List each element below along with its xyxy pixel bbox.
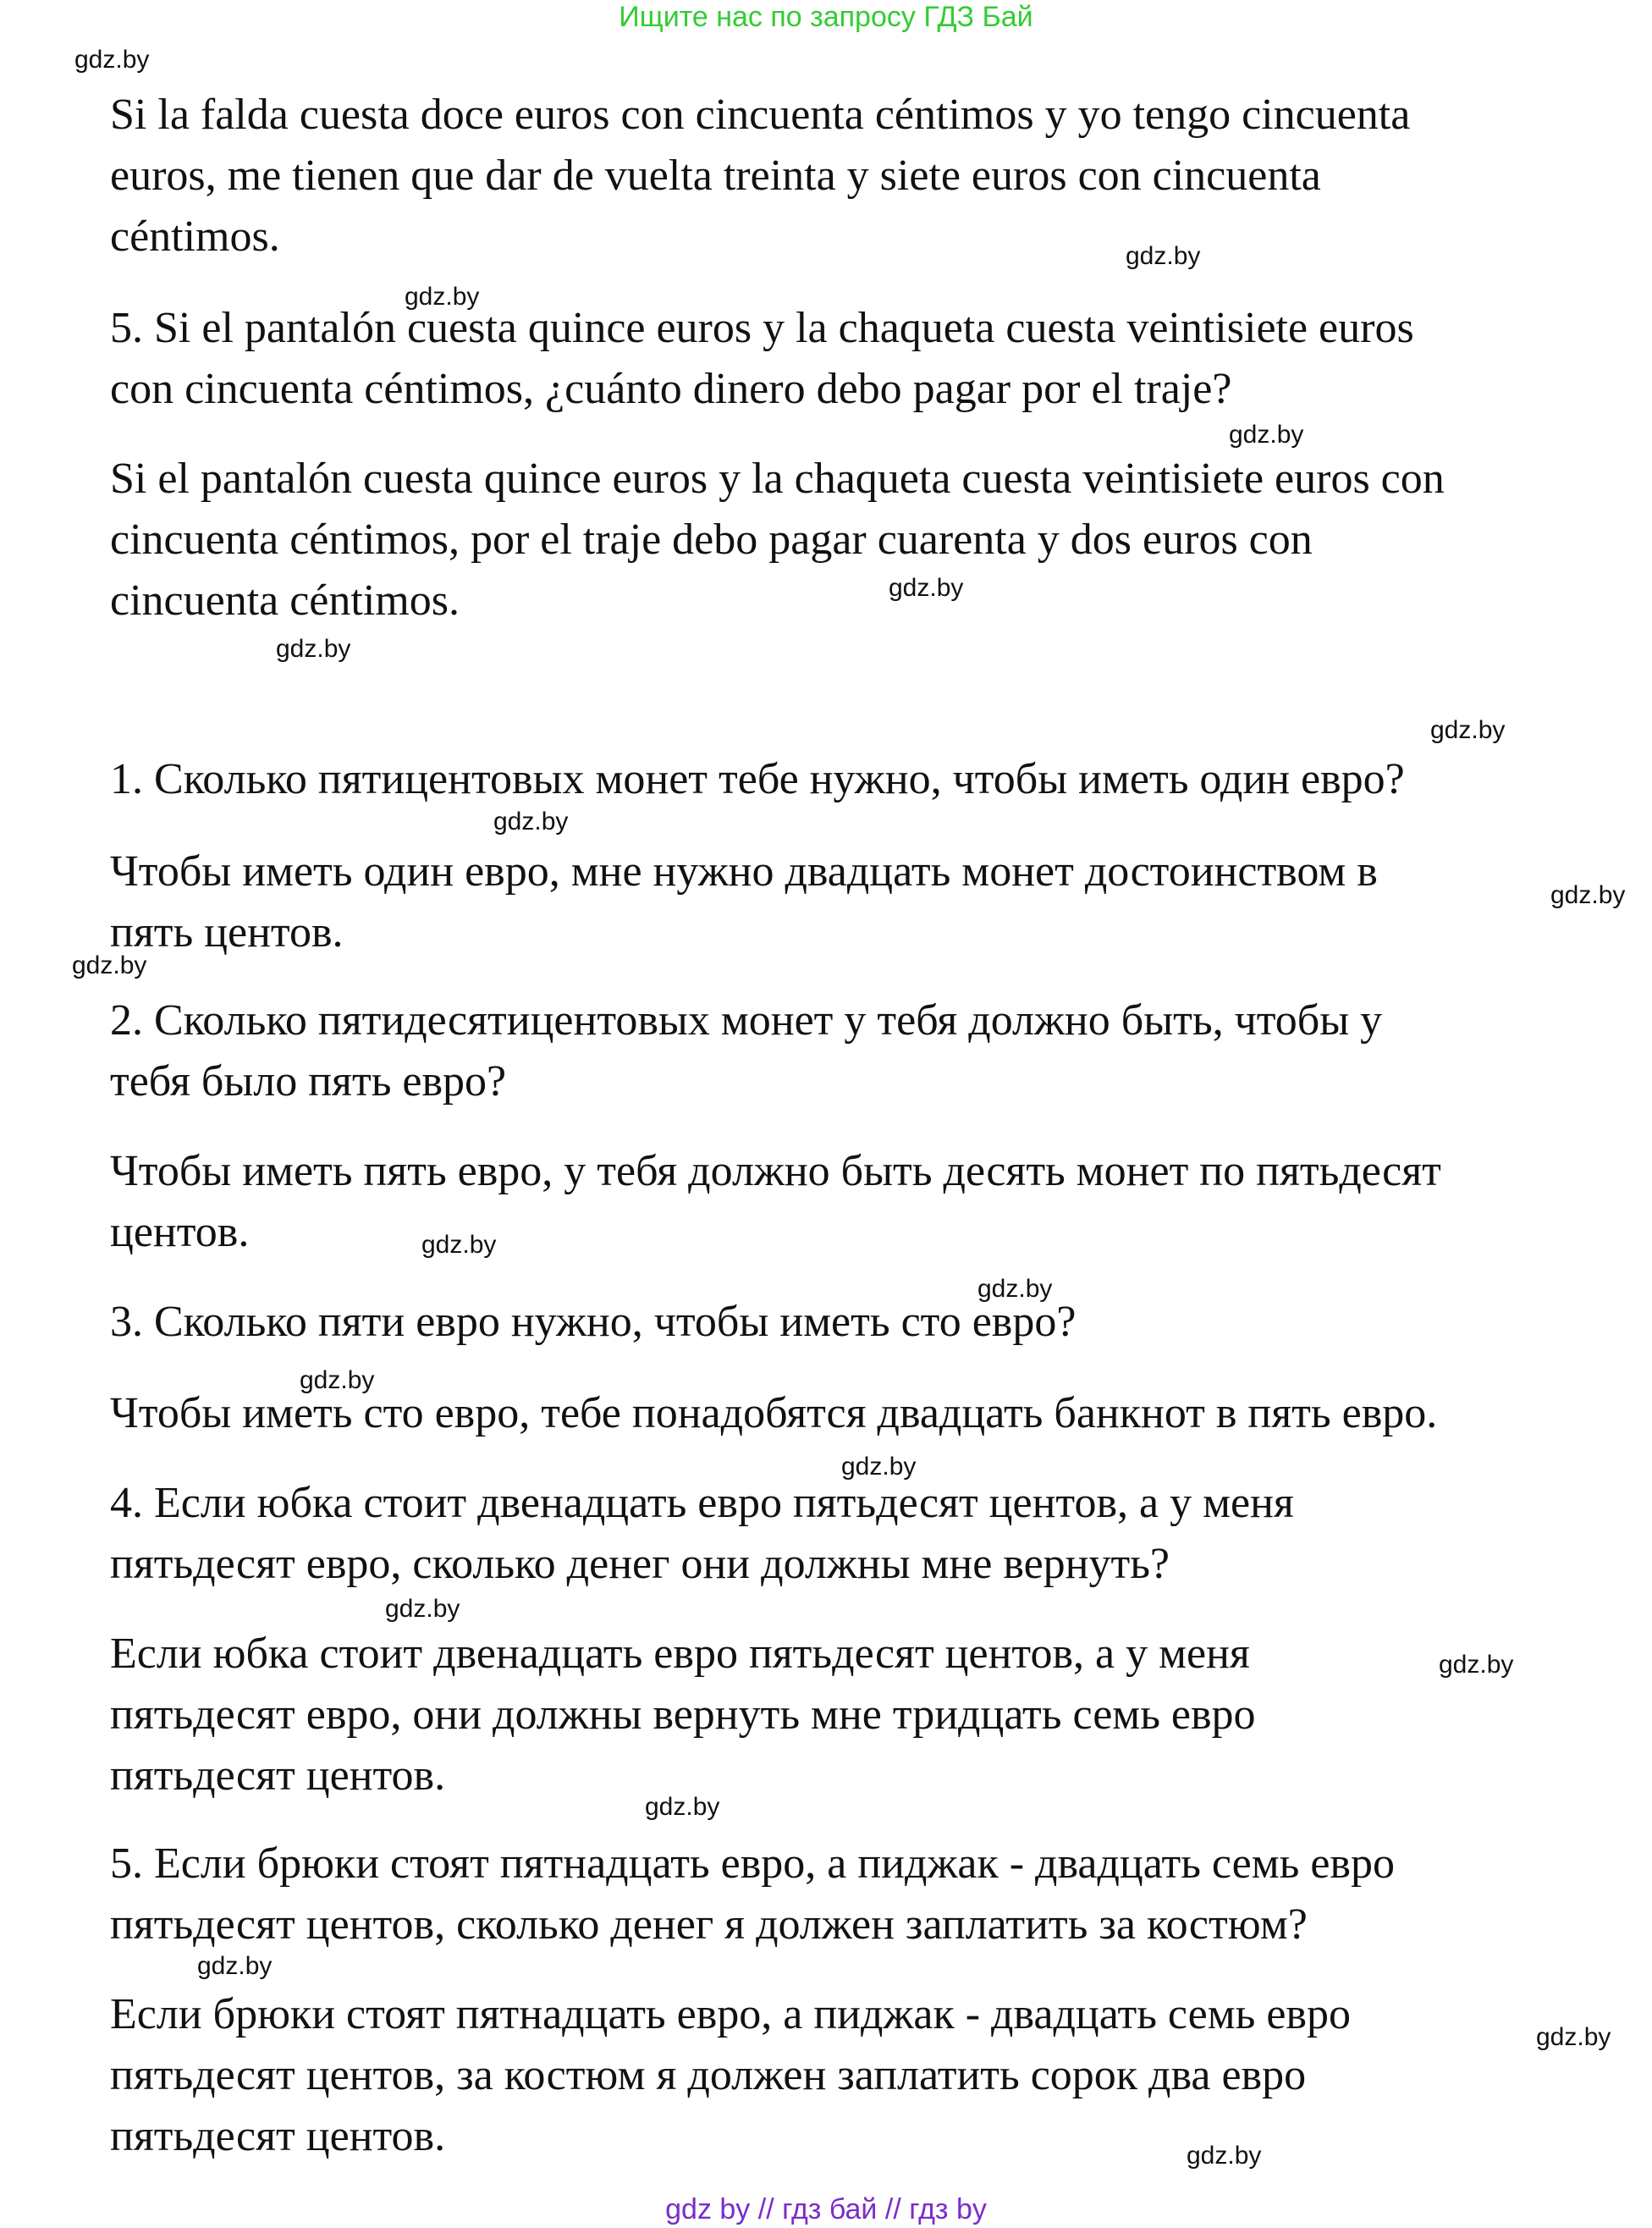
answer-paragraph: Если юбка стоит двенадцать евро пятьдесят центов, а у меня пятьдесят евро, они должны вернуть мне тридцать семь евро пятьдесят центов. [110,1630,1256,1800]
watermark: gdz.by [276,635,351,663]
question-paragraph: 5. Если брюки стоят пятнадцать евро, а пиджак - двадцать семь евро пятьдесят центов, сколько денег я должен заплатить за костюм? [110,1839,1395,1949]
watermark: gdz.by [197,1952,273,1980]
watermark: gdz.by [1229,421,1304,449]
watermark: gdz.by [1439,1651,1514,1679]
watermark: gdz.by [1187,2142,1262,2170]
question-paragraph: 2. Сколько пятидесятицентовых монет у тебя должно быть, чтобы у тебя было пять евро? [110,996,1383,1106]
watermark: gdz.by [977,1275,1053,1303]
watermark: gdz.by [493,808,569,836]
watermark: gdz.by [385,1595,460,1623]
answer-paragraph: Чтобы иметь пять евро, у тебя должно быть десять монет по пятьдесят центов. [110,1147,1441,1256]
watermark: gdz.by [645,1793,720,1821]
answer-paragraph: Si el pantalón cuesta quince euros y la chaqueta cuesta veintisiete euros con cincuenta céntimos, por el traje debo pagar cuarenta y dos euros con cincuenta céntimos. [110,455,1445,625]
watermark: gdz.by [841,1453,917,1481]
question-paragraph: 4. Если юбка стоит двенадцать евро пятьдесят центов, а у меня пятьдесят евро, сколько денег они должны мне вернуть? [110,1479,1294,1588]
watermark: gdz.by [889,574,964,602]
watermark: gdz.by [1126,242,1201,270]
watermark: gdz.by [300,1366,375,1394]
answer-paragraph: Si la falda cuesta doce euros con cincuenta céntimos y yo tengo cincuenta euros, me tienen que dar de vuelta treinta y siete euros con cincuenta céntimos. [110,91,1411,261]
footer-site-links[interactable]: gdz by // гдз бай // гдз by [665,2193,987,2225]
watermark: gdz.by [1536,2023,1611,2051]
search-hint-banner: Ищите нас по запросу ГДЗ Бай [619,1,1033,33]
question-paragraph: 1. Сколько пятицентовых монет тебе нужно, чтобы иметь один евро? [110,755,1405,803]
watermark: gdz.by [405,283,480,311]
watermark: gdz.by [1550,881,1626,909]
watermark: gdz.by [72,951,147,979]
watermark: gdz.by [74,46,150,74]
watermark: gdz.by [1430,716,1506,744]
question-paragraph: 3. Сколько пяти евро нужно, чтобы иметь сто евро? [110,1298,1077,1346]
answer-paragraph: Чтобы иметь один евро, мне нужно двадцать монет достоинством в пять центов. [110,847,1378,957]
watermark: gdz.by [421,1231,497,1259]
answer-paragraph: Если брюки стоят пятнадцать евро, а пиджак - двадцать семь евро пятьдесят центов, за костюм я должен заплатить сорок два евро пятьдесят центов. [110,1990,1351,2160]
answer-paragraph: Чтобы иметь сто евро, тебе понадобятся двадцать банкнот в пять евро. [110,1389,1438,1437]
question-paragraph: 5. Si el pantalón cuesta quince euros y la chaqueta cuesta veintisiete euros con cincuenta céntimos, ¿cuánto dinero debo pagar por el traje? [110,304,1414,413]
